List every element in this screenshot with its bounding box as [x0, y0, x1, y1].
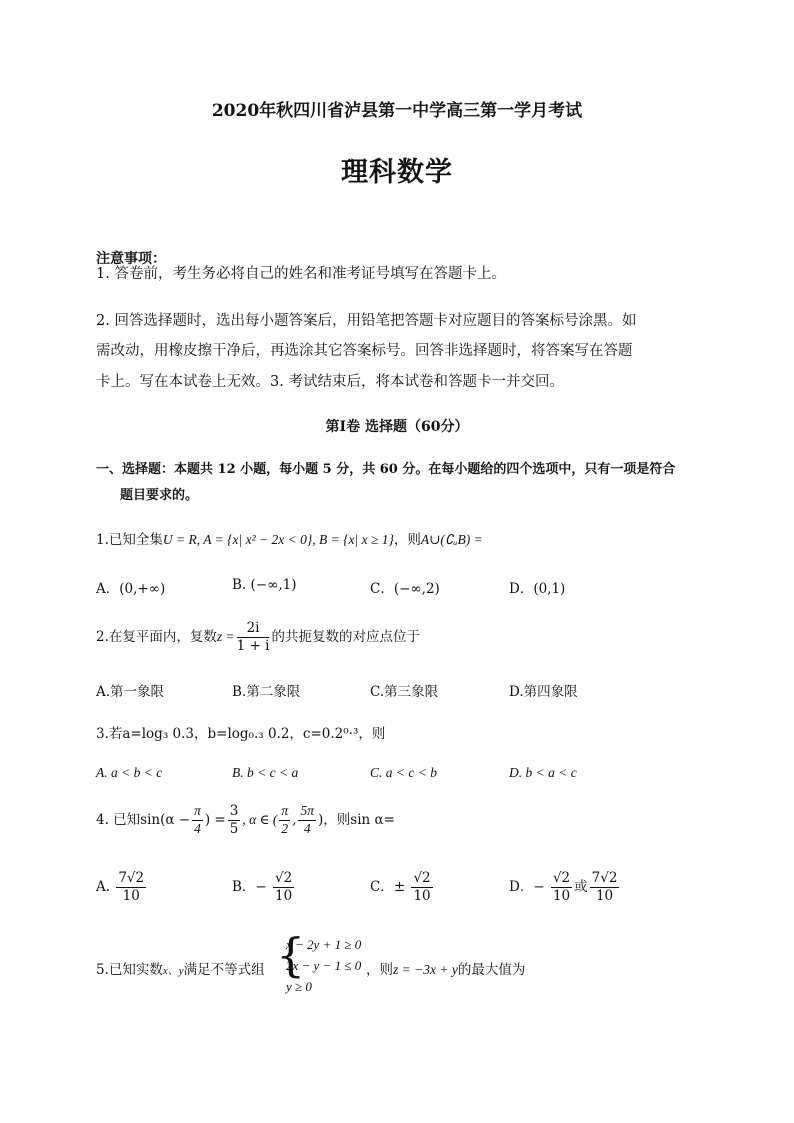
q5-inequality-3: y ≥ 0	[286, 979, 312, 994]
question-5-stem	[96, 958, 265, 978]
q3-option-a: A. a < b < c	[96, 765, 163, 780]
q2-option-d: D.第四象限	[509, 684, 578, 700]
q2-option-b: B.第二象限	[232, 684, 301, 700]
question-4-stem: 4. 已知sin(α − $\frac{\pi}{4}$ ) = $\frac{3}{5}$ , α ∈ ( $\frac{\pi}{2}$ , $\frac{5\pi}{4}$ )，则sin α=	[96, 803, 395, 837]
question-2-stem	[96, 620, 420, 655]
q2-stem-suffix: 的共扼复数的对应点位于	[271, 628, 420, 645]
q3-option-d: D. b < a < c	[509, 765, 577, 780]
q1-stem-prefix: 1.已知全集	[96, 532, 163, 548]
q4-frac-pi-4: $\frac{\pi}{4}$	[194, 803, 201, 836]
q1-stem-mid: ，则	[393, 532, 421, 548]
q4-frac-3-5: $\frac{3}{5}$	[229, 803, 239, 837]
exam-title: 2020年秋四川省泸县第一中学高三第一学月考试	[211, 101, 583, 121]
q4-frac-5pi-4: $\frac{5\pi}{4}$	[300, 803, 314, 836]
q4-stem-suffix: ，则sin α=	[323, 811, 395, 828]
q2-fraction	[237, 620, 270, 655]
q4-option-d: D．− $\frac{√2}{10}$ 或 $\frac{7√2}{10}$	[509, 870, 618, 904]
q4-option-c: C．± $\frac{√2}{10}$	[370, 870, 431, 904]
q4-option-a: A. $\frac{7√2}{10}$	[96, 870, 145, 904]
q4-stem-prefix: 4. 已知sin(α −	[96, 811, 191, 828]
exam-subject: 理科数学	[341, 157, 453, 188]
q5-vars: x、y	[162, 965, 184, 977]
q5-stem-mid: 满足不等式组	[183, 962, 265, 978]
q3-option-b: B. b < c < a	[232, 765, 299, 780]
q1-target: A∪(∁ᵤB) =	[420, 532, 483, 547]
notice-item-2-line-2: 需改动，用橡皮擦干净后，再选涂其它答案标号。回答非选择题时，将答案写在答题	[96, 343, 633, 359]
q1-option-b: B. (−∞,1)	[232, 577, 297, 593]
section-title: 第Ⅰ卷 选择题（60分）	[325, 419, 469, 435]
q5-inequality-system	[286, 934, 361, 997]
q5-inequality-1: x − 2y + 1 ≥ 0	[286, 937, 362, 952]
q4-option-b: B．− $\frac{√2}{10}$	[232, 870, 293, 904]
notice-item-2-line-3: 卡上。写在本试卷上无效。3. 考试结束后，将本试卷和答题卡一并交回。	[96, 374, 564, 390]
q4-frac-pi-2: $\frac{\pi}{2}$	[281, 803, 289, 836]
q2-stem-prefix: 2.在复平面内，复数	[96, 628, 217, 645]
question-3-stem: 3.若a=log₃ 0.3，b=log₀.₃ 0.2，c=0.2⁰·³，则	[96, 726, 386, 742]
q5-brace: {	[276, 928, 306, 982]
section-instruction-line-2: 题目要求的。	[120, 488, 199, 503]
q1-option-d: D．(0,1)	[509, 581, 566, 597]
question-1-stem	[96, 528, 483, 548]
section-instruction-line-1: 一、选择题：本题共 12 小题，每小题 5 分，共 60 分。在每小题给的四个选项中，只有一项是符合	[96, 462, 676, 477]
q5-objective: z = −3x + y	[393, 962, 458, 977]
q2-fraction-den: 1 + i	[236, 637, 270, 654]
q1-option-a: A．(0,+∞)	[96, 581, 166, 597]
notice-item-2-line-1: 2. 回答选择题时，选出每小题答案后，用铅笔把答题卡对应题目的答案标号涂黑。如	[96, 313, 637, 329]
notice-heading: 注意事项：	[96, 251, 166, 267]
q2-option-c: C.第三象限	[370, 684, 439, 700]
q2-option-a: A.第一象限	[96, 684, 165, 700]
q2-z: z =	[216, 628, 235, 644]
question-5-tail: ，则z = −3x + y的最大值为	[366, 962, 526, 978]
q1-sets: U = R, A = {x| x² − 2x < 0}, B = {x| x ≥ 1}	[162, 532, 394, 547]
q3-option-c: C. a < c < b	[370, 765, 437, 780]
q5-inequality-2: 2x − y − 1 ≤ 0	[286, 958, 362, 973]
q2-fraction-num: 2i	[237, 620, 270, 638]
q1-option-c: C．(−∞,2)	[370, 581, 440, 597]
notice-item-1: 1. 答卷前，考生务必将自己的姓名和准考证号填写在答题卡上。	[96, 266, 506, 282]
q5-stem-prefix: 5.已知实数	[96, 962, 163, 978]
